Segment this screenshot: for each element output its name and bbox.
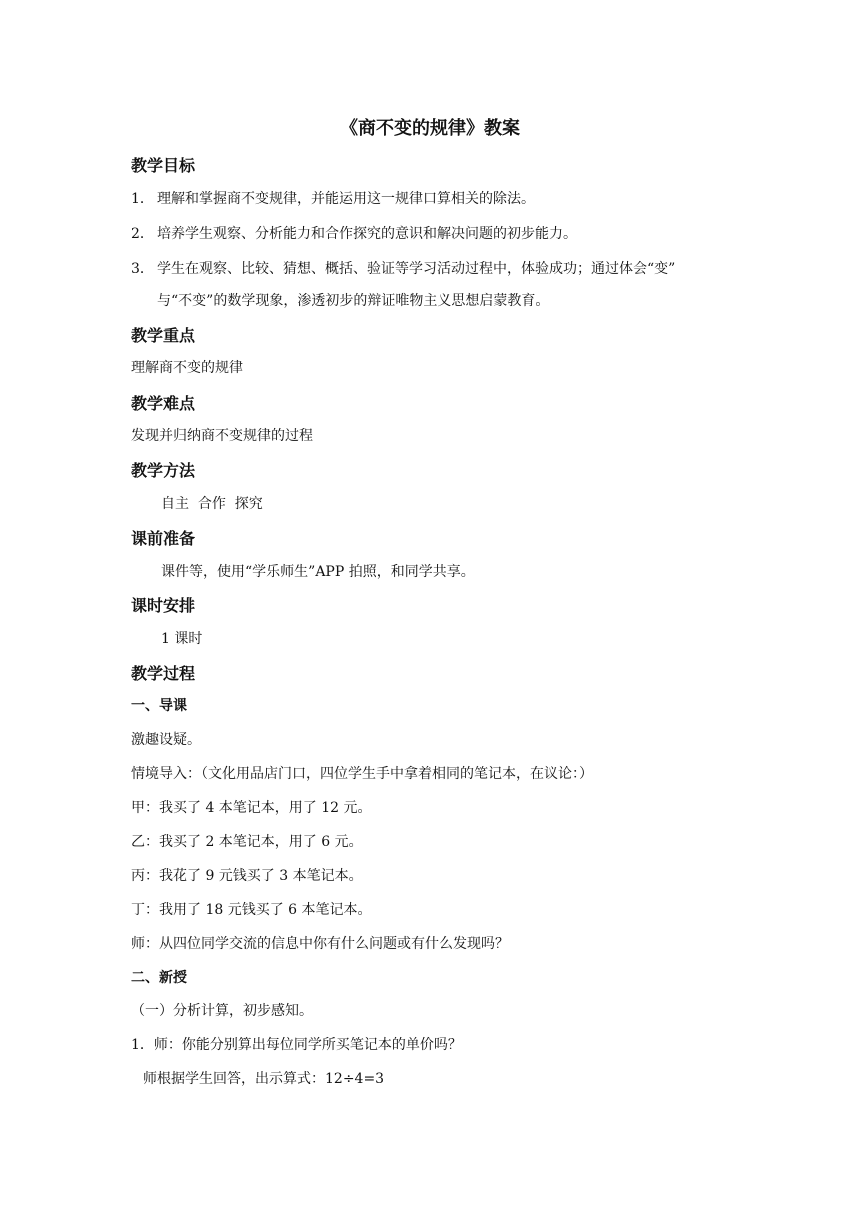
intro-line: 甲：我买了 4 本笔记本，用了 12 元。: [131, 800, 372, 816]
objective-number: 1．: [131, 191, 154, 207]
intro-line: 情境导入：（文化用品店门口，四位学生手中拿着相同的笔记本，在议论：）: [131, 766, 593, 782]
process-heading: 教学过程: [131, 664, 196, 683]
intro-line: 乙：我买了 2 本笔记本，用了 6 元。: [131, 834, 363, 850]
objectives-heading: 教学目标: [131, 156, 196, 175]
objective-item-3: [131, 259, 675, 279]
intro-line: 师：从四位同学交流的信息中你有什么问题或有什么发现吗？: [131, 936, 509, 952]
objective-text: 学生在观察、比较、猜想、概括、验证等学习活动过程中，体验成功；通过体会“变”: [157, 261, 676, 277]
intro-line: 丁：我用了 18 元钱买了 6 本笔记本。: [131, 902, 372, 918]
objective-text: 培养学生观察、分析能力和合作探究的意识和解决问题的初步能力。: [157, 226, 577, 242]
key-point-text: 理解商不变的规律: [131, 360, 243, 376]
intro-line: 激趣设疑。: [131, 732, 201, 748]
schedule-heading: 课时安排: [131, 596, 196, 615]
objective-item-2: [131, 224, 577, 244]
difficulty-heading: 教学难点: [131, 394, 196, 413]
new-lesson-line: 师根据学生回答，出示算式：12÷4=3: [143, 1071, 385, 1087]
intro-heading: 一、导课: [131, 698, 187, 714]
objective-number: 3．: [131, 261, 154, 277]
objective-number: 2．: [131, 226, 154, 242]
preparation-text: 课件等，使用“学乐师生”APP 拍照，和同学共享。: [161, 564, 475, 580]
schedule-text: 1 课时: [161, 631, 203, 647]
new-lesson-line: （一）分析计算，初步感知。: [131, 1003, 313, 1019]
document-title: 《商不变的规律》教案: [340, 118, 520, 139]
preparation-heading: 课前准备: [131, 529, 196, 548]
new-lesson-heading: 二、新授: [131, 970, 187, 986]
objective-text: 理解和掌握商不变规律，并能运用这一规律口算相关的除法。: [157, 191, 535, 207]
difficulty-text: 发现并归纳商不变规律的过程: [131, 428, 313, 444]
new-lesson-line: 1．师：你能分别算出每位同学所买笔记本的单价吗？: [131, 1037, 462, 1053]
intro-line: 丙：我花了 9 元钱买了 3 本笔记本。: [131, 868, 363, 884]
objective-item-3-continuation: 与“不变”的数学现象，渗透初步的辩证唯物主义思想启蒙教育。: [157, 293, 550, 309]
method-text: 自主 合作 探究: [161, 496, 263, 512]
method-heading: 教学方法: [131, 461, 196, 480]
objective-item-1: [131, 189, 535, 209]
key-point-heading: 教学重点: [131, 326, 196, 345]
